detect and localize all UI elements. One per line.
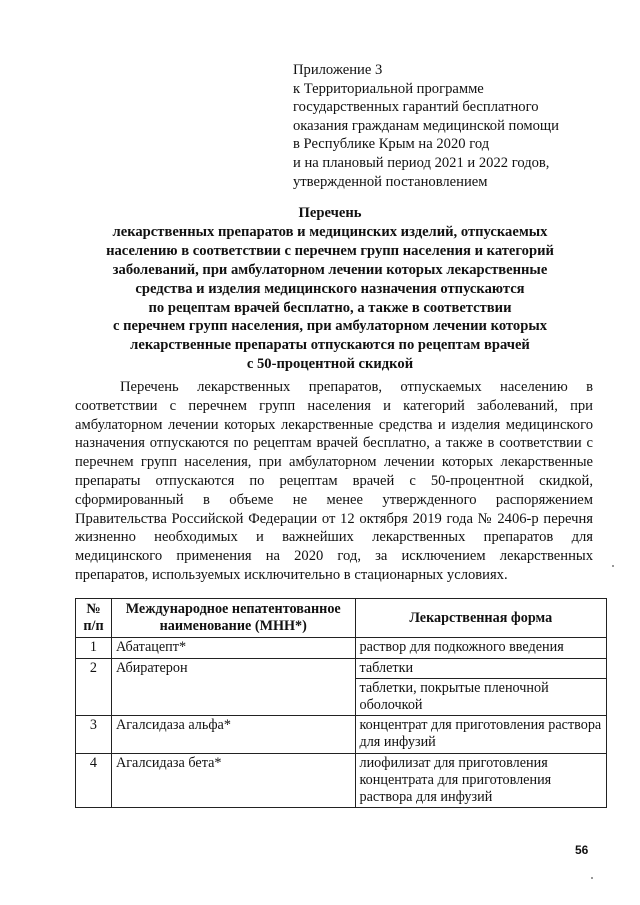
row-name: Агалсидаза альфа*: [111, 716, 355, 753]
row-num: 4: [76, 753, 112, 808]
header-num-line: п/п: [83, 618, 104, 635]
row-name: Абатацепт*: [111, 638, 355, 658]
appendix-line: и на плановый период 2021 и 2022 годов,: [293, 154, 550, 171]
appendix-line: в Республике Крым на 2020 год: [293, 136, 490, 153]
drug-table: [75, 598, 607, 808]
appendix-line: к Территориальной программе: [293, 80, 484, 97]
header-form: Лекарственная форма: [355, 599, 607, 638]
title-line: с 50-процентной скидкой: [246, 356, 414, 373]
header-num: [76, 599, 112, 638]
title-line: по рецептам врачей бесплатно, а также в соответствии: [148, 299, 512, 316]
row-form: таблетки: [355, 658, 607, 678]
row-name: Абиратерон: [111, 658, 355, 716]
title-line: лекарственные препараты отпускаются по рецептам врачей: [130, 337, 530, 354]
appendix-line: утвержденной постановлением: [293, 173, 488, 190]
table-row: [76, 716, 607, 753]
row-name: Агалсидаза бета*: [111, 753, 355, 808]
appendix-line: оказания гражданам медицинской помощи: [293, 117, 559, 134]
table-row: [76, 638, 607, 658]
table-row: [76, 753, 607, 808]
row-form: концентрат для приготовления раствора для инфузий: [355, 716, 607, 753]
header-name-line: Международное непатентованное: [125, 601, 341, 617]
page-number: 56: [575, 843, 589, 857]
row-num: 3: [76, 716, 112, 753]
header-num-line: №: [86, 601, 101, 617]
intro-paragraph: Перечень лекарственных препаратов, отпускаемых населению в соответствии с перечнем групп населения и категорий заболеваний, при амбулаторном лечении которых лекарственные средства и изделия медицинского назначения отпускаются по рецептам врачей бесплатно, а также в соответствии с перечнем групп населения, при амбулаторном лечении которых лекарственные препараты отпускаются по рецептам врачей с 50-процентной скидкой, сформированный в объеме не менее утвержденного распоряжением Правительства Российской Федерации от 12 октября 2019 года № 2406-р перечня жизненно необходимых и важнейших лекарственных препаратов для медицинского применения на 2020 год, за исключением лекарственных препаратов, используемых исключительно в стационарных условиях.: [75, 379, 593, 583]
row-form: лиофилизат для приготовления концентрата для приготовления раствора для инфузий: [355, 753, 607, 808]
title-line: лекарственных препаратов и медицинских изделий, отпускаемых: [112, 223, 548, 240]
row-num: 2: [76, 658, 112, 716]
table-row: [76, 658, 607, 678]
title-line: с перечнем групп населения, при амбулаторном лечении которых: [112, 318, 548, 335]
scan-speck: [591, 877, 593, 879]
document-title: [60, 204, 600, 374]
title-line: Перечень: [298, 205, 362, 221]
table-header-row: [76, 599, 607, 638]
scan-speck: [612, 565, 614, 567]
appendix-header: [293, 61, 613, 191]
appendix-line: государственных гарантий бесплатного: [293, 99, 539, 116]
row-num: 1: [76, 638, 112, 658]
row-form: раствор для подкожного введения: [355, 638, 607, 658]
title-line: средства и изделия медицинского назначения отпускаются: [135, 280, 525, 297]
title-line: заболеваний, при амбулаторном лечении которых лекарственные: [112, 261, 548, 278]
row-form: таблетки, покрытые пленочной оболочкой: [355, 678, 607, 715]
title-line: населению в соответствии с перечнем групп населения и категорий: [106, 242, 554, 259]
header-name: [111, 599, 355, 638]
header-name-line: наименование (МНН*): [159, 618, 307, 635]
appendix-line: Приложение 3: [293, 62, 383, 78]
